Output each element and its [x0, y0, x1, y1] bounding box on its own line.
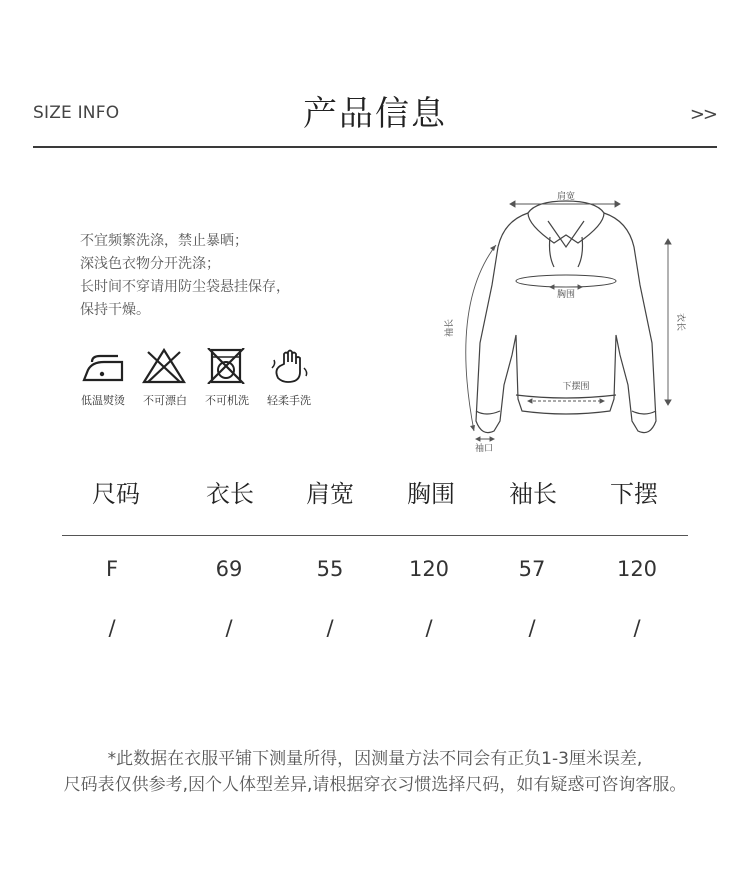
- footnote-line: 尺码表仅供参考,因个人体型差异,请根据穿衣习惯选择尺码，如有疑惑可咨询客服。: [63, 775, 687, 795]
- care-icon-machine: [202, 348, 250, 388]
- table-divider: [62, 535, 688, 536]
- table-cell: /: [225, 616, 233, 640]
- col-header-chest: 胸围: [407, 480, 455, 508]
- col-header-hem: 下摆: [610, 480, 658, 508]
- iron-low-temp-icon: [78, 350, 126, 386]
- size-info-label: SIZE INFO: [33, 103, 120, 123]
- footnote-line: *此数据在衣服平铺下测量所得，因测量方法不同会有正负1-3厘米误差,: [107, 749, 643, 769]
- care-icon-iron: [78, 350, 126, 390]
- col-header-shoulder: 肩宽: [306, 480, 354, 508]
- label-hem: 下摆围: [562, 382, 590, 392]
- label-length: 衣长: [675, 313, 685, 332]
- no-bleach-icon: [140, 348, 188, 384]
- care-icon-bleach: [140, 348, 188, 388]
- care-label: 不可漂白: [143, 394, 187, 407]
- care-line: 长时间不穿请用防尘袋悬挂保存，: [80, 279, 290, 295]
- care-icon-handwash: [266, 348, 314, 388]
- page-title: 产品信息: [303, 94, 447, 134]
- label-cuff: 袖口: [474, 444, 494, 454]
- care-line: 保持干燥。: [80, 302, 150, 318]
- care-instructions: [80, 230, 290, 322]
- table-cell: /: [108, 616, 116, 640]
- care-line: 不宜频繁洗涤，禁止暴晒；: [80, 233, 248, 249]
- next-arrows[interactable]: >>: [689, 104, 716, 125]
- label-chest: 胸围: [556, 290, 576, 300]
- table-cell: /: [633, 616, 641, 640]
- table-cell: 55: [316, 557, 344, 581]
- care-label: 低温熨烫: [81, 394, 125, 407]
- label-shoulder: 肩宽: [556, 192, 576, 202]
- table-cell: /: [326, 616, 334, 640]
- hand-wash-icon: [266, 348, 314, 384]
- header-divider: [33, 146, 717, 148]
- care-label: 轻柔手洗: [267, 394, 311, 407]
- hoodie-measurement-diagram: [438, 185, 698, 455]
- col-header-size: 尺码: [92, 480, 140, 508]
- table-cell: /: [425, 616, 433, 640]
- table-cell: 69: [215, 557, 243, 581]
- table-cell: 120: [616, 557, 658, 581]
- col-header-length: 衣长: [206, 480, 254, 508]
- table-cell: 120: [408, 557, 450, 581]
- table-cell: /: [528, 616, 536, 640]
- table-cell: F: [105, 557, 119, 581]
- care-label: 不可机洗: [205, 394, 249, 407]
- table-cell: 57: [518, 557, 546, 581]
- no-machine-wash-icon: [202, 348, 250, 384]
- col-header-sleeve: 袖长: [509, 480, 557, 508]
- care-line: 深浅色衣物分开洗涤；: [80, 256, 220, 272]
- label-sleeve: 袖长: [445, 318, 455, 337]
